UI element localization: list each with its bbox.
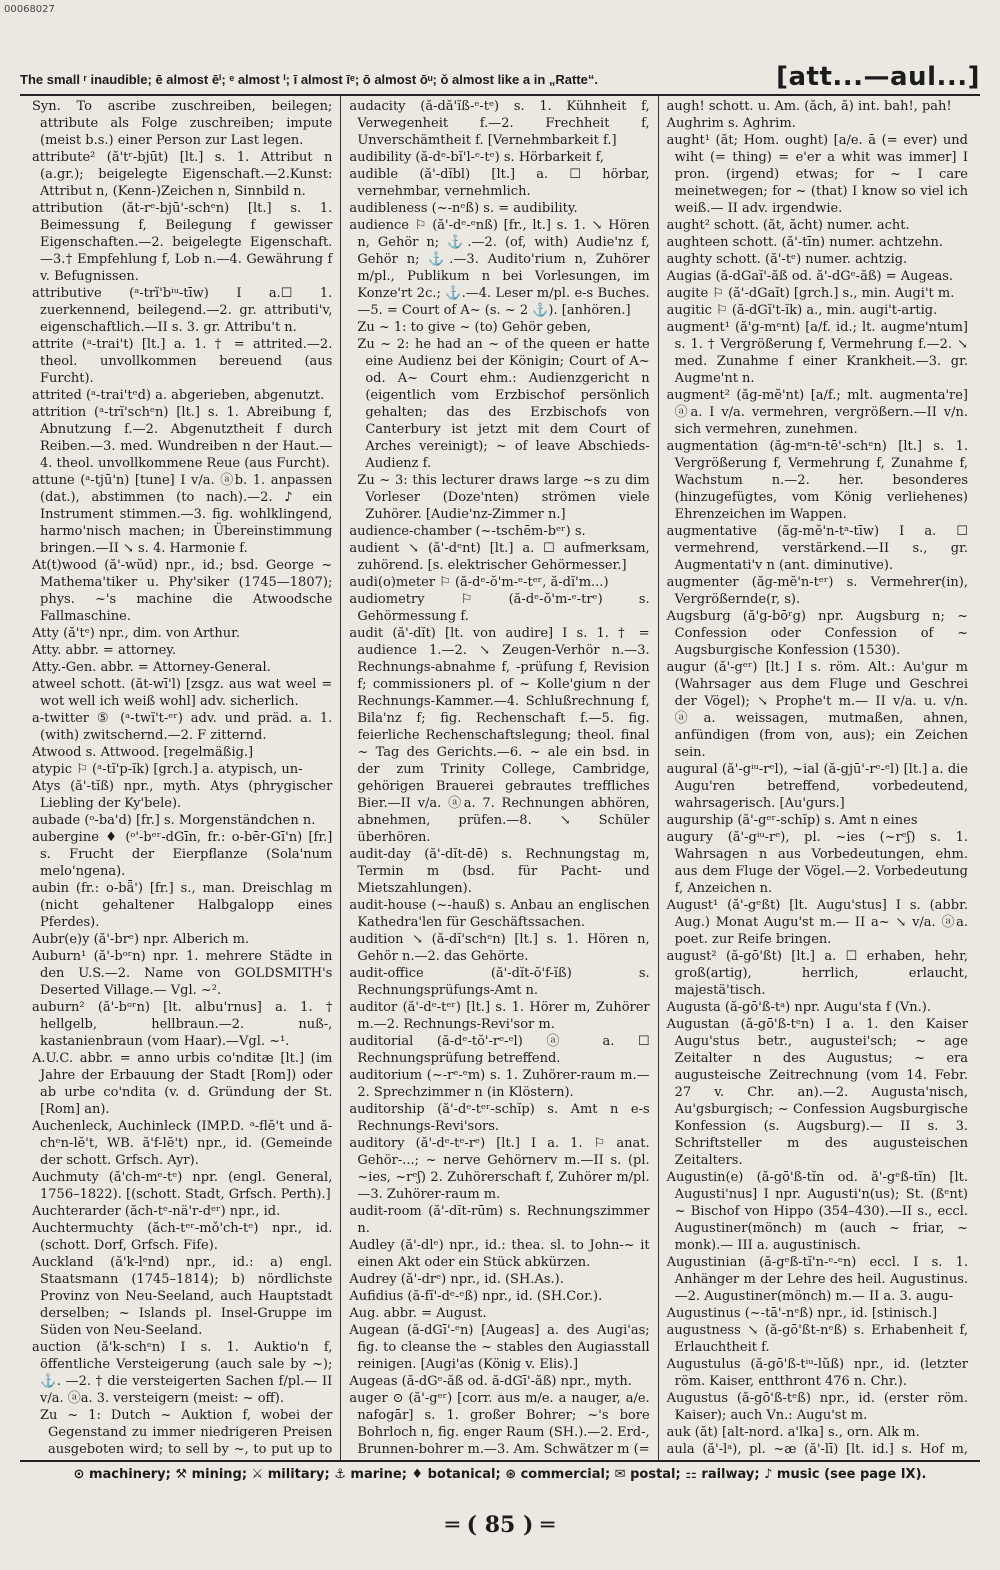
dictionary-entry: augite ⚐ (ă'-dGaĭt) [grch.] s., min. Augi't m.: [666, 286, 955, 301]
dictionary-entry: Auchenleck, Auchinleck (IMP.D. ᵃ-flĕ't und ă-chᵉn-lĕ't, WB. ă'f-lĕ't) npr., id. (Gemeinde der schott. Grfsch. Ayr).: [32, 1119, 333, 1168]
dictionary-entry: augur (ă'-gᵉʳ) [lt.] I s. röm. Alt.: Au'gur m (Wahrsager aus dem Fluge und Geschrei der Vögel); ↘ Prophe't m.— II v/a. u. v/n. ⓐa. weissagen, mutmaßen, ahnen, anfündigen (from von, aus); ein Zeichen sein.: [666, 660, 968, 760]
dictionary-entry: Atty.-Gen. abbr. = Attorney-General.: [32, 660, 271, 675]
dictionary-entry: Auchtermuchty (ăch-tᵉʳ-mǒ'ch-tᵉ) npr., id. (schott. Dorf, Grfsch. Fife).: [32, 1221, 333, 1253]
dictionary-entry: auger ⊙ (ă'-gᵉʳ) [corr. aus m/e. a nauger, a/e. nafogār] s. 1. großer Bohrer; ~'s bore Bohrloch n, fig. enger Raum (SH.).—2. Erd-, Brunnen-bohrer m.—3. Am. Schwätzer m (=: [349, 1391, 650, 1457]
dictionary-entry: Audrey (ă'-drᵉ) npr., id. (SH.As.).: [349, 1272, 564, 1287]
dictionary-entry: At(t)wood (ă'-wŭd) npr., id.; bsd. George ~ Mathema'tiker u. Phy'siker (1745—1807); phys. ~'s machine die Atwoodsche Fallmaschine.: [32, 558, 333, 624]
dictionary-entry: Zu ~ 2: he had an ~ of the queen er hatte eine Audienz bei der Königin; Court of A~ od. A~ Court ehm.: Audienzgericht n (eigentlich vom Erzbischof persönlich gehalten; das des Erzbischofs von Canterbury ist jetzt mit dem Court of Arches vereinigt); ~ of leave Abschieds-Audienz f.: [357, 337, 650, 471]
dictionary-entry: attributive (ᵃ-trĭ'bⁱᵘ-tīw) I a.☐ 1. zuerkennend, beilegend.—2. gr. attributi'v, eigenschaftlich.—II s. 3. gr. Attribu't n.: [32, 286, 333, 335]
dictionary-entry: auburn² (ă'-bᵒʳn) [lt. albu'rnus] a. 1. † hellgelb, hellbraun.—2. nuß-, kastanienbraun (vom Haar).—Vgl. ~¹.: [32, 1000, 333, 1049]
dictionary-entry: auditory (ă'-dᵉ-tᵉ-rᵉ) [lt.] I a. 1. ⚐ anat. Gehör-...; ~ nerve Gehörnerv m.—II s. (pl. ~ies, ~rᵉʃ) 2. Zuhörerschaft f, Zuhörer m/pl.—3. Zuhörer-raum m.: [349, 1136, 650, 1202]
dictionary-entry: aught² schott. (ăt, ăcht) numer. acht.: [666, 218, 910, 233]
dictionary-entry: audible (ă'-dĭbl) [lt.] a. ☐ hörbar, vernehmbar, vernehmlich.: [349, 167, 650, 199]
dictionary-entry: audibleness (~-nᵉß) s. = audibility.: [349, 201, 578, 216]
dictionary-entry: a-twitter ⑤ (ᵃ-twĭ't-ᵉʳ) adv. und präd. a. 1. (with) zwitschernd.—2. F zitternd.: [32, 711, 333, 743]
dictionary-entry: augment² (ăg-mĕ'nt) [a/f.; mlt. augmenta're] ⓐa. I v/a. vermehren, vergrößern.—II v/n. sich vermehren, zunehmen.: [666, 388, 968, 437]
dictionary-entry: August¹ (ă'-gᵉßt) [lt. Augu'stus] I s. (abbr. Aug.) Monat Augu'st m.— II a~ ↘ v/a. ⓐa. poet. zur Reife bringen.: [666, 898, 968, 947]
dictionary-entry: aught¹ (ăt; Hom. ought) [a/e. ā (= ever) und wiht (= thing) = e'er a whit was immer] I pron. (irgend) etwas; for ~ I care meinetwegen; for ~ (that) I know so viel ich weiß.— II adv. irgendwie.: [666, 133, 968, 216]
dictionary-entry: auditorial (ă-dᵉ-tŏ'-rᵉ-ᵉl) ⓐ a. ☐ Rechnungsprüfung betreffend.: [349, 1034, 650, 1066]
dictionary-entry: augury (ă'-gⁱᵘ-rᵉ), pl. ~ies (~rᵉʃ) s. 1. Wahrsagen n aus Vorbedeutungen, ehm. aus dem Fluge der Vögel.—2. Vorbedeutung f, Anzeichen n.: [666, 830, 968, 896]
dictionary-entry: Aughrim s. Aghrim.: [666, 116, 796, 131]
dictionary-entry: Aubr(e)y (ă'-brᵉ) npr. Alberich m.: [32, 932, 250, 947]
dictionary-entry: auditorship (ă'-dᵉ-tᵉʳ-schĭp) s. Amt n e-s Rechnungs-Revi'sors.: [349, 1102, 650, 1134]
dictionary-entry: Augias (ă-dGaĭ'-ăß od. ă'-dGᵉ-ăß) = Augeas.: [666, 269, 954, 284]
dictionary-entry: augh! schott. u. Am. (ăch, ă) int. bah!, pah!: [666, 99, 952, 114]
dictionary-entry: audit-house (~-hauß) s. Anbau an englischen Kathedra'len für Geschäftssachen.: [349, 898, 650, 930]
dictionary-entry: atweel schott. (ăt-wī'l) [zsgz. aus wat weel = wot well ich weiß wohl] adv. sicherlich.: [32, 677, 333, 709]
dictionary-entry: attune (ᵃ-tjū'n) [tune] I v/a. ⓐb. 1. anpassen (dat.), abstimmen (to nach).—2. ♪ ein Instrument stimmen.—3. fig. wohlklingend, harmo'nisch machen; in Übereinstimmung bringen.—II ↘ s. 4. Harmonie f.: [32, 473, 333, 556]
dictionary-entry: Auchterarder (ăch-tᵉ-nä'r-dᵉʳ) npr., id.: [32, 1204, 281, 1219]
dictionary-entry: auk (ăt) [alt-nord. a'lka] s., orn. Alk m.: [666, 1425, 920, 1440]
dictionary-entry: attribute² (ă'tʳ-bjūt) [lt.] s. 1. Attribut n (a.gr.); beigelegte Eigenschaft.—2.Kunst: Attribut n, (Kenn-)Zeichen n, Sinnbild n.: [32, 150, 333, 199]
dictionary-entry: aughty schott. (ă'-tᵉ) numer. achtzig.: [666, 252, 908, 267]
dictionary-entry: audit-day (ă'-dĭt-dē) s. Rechnungstag m, Termin m (bsd. für Pacht- und Mietszahlungen).: [349, 847, 650, 896]
dictionary-entry: augmentation (ăg-mᵉn-tē'-schᵉn) [lt.] s. 1. Vergrößerung f, Vermehrung f, Zunahme f, Wachstum n.—2. her. besonderes (hinzugefügtes, vom König verliehenes) Ehrenzeichen im Wappen.: [666, 439, 968, 522]
dictionary-entry: Augustulus (ă-gō'ß-tⁱᵘ-lŭß) npr., id. (letzter röm. Kaiser, entthront 476 n. Chr.).: [666, 1357, 968, 1389]
dictionary-entry: augitic ⚐ (ă-dGĭ't-ĭk) a., min. augi't-artig.: [666, 303, 938, 318]
dictionary-entry: auction (ă'k-schᵉn) I s. 1. Auktio'n f, öffentliche Versteigerung (auch sale by ~); ⚓. —2. † die versteigerten Sachen f/pl.— II v/a. ⓐa. 3. versteigern (meist: ~ off).: [32, 1340, 333, 1406]
dictionary-entry: aughteen schott. (ă'-tīn) numer. achtzehn.: [666, 235, 944, 250]
dictionary-entry: audit-room (ă'-dĭt-rūm) s. Rechnungszimmer n.: [349, 1204, 650, 1236]
dictionary-entry: aubergine ♦ (ᵒ'-bᵉʳ-dGīn, fr.: o-bēr-Gī'n) [fr.] s. Frucht der Eierpflanze (Sola'num melo'ngena).: [32, 830, 333, 879]
dictionary-entry: Augustus (ă-gō'ß-tᵉß) npr., id. (erster röm. Kaiser); auch Vn.: Augu'st m.: [666, 1391, 968, 1423]
dictionary-entry: audit (ă'-dĭt) [lt. von audire] I s. 1. † = audience 1.—2. ↘ Zeugen-Verhör n.—3. Rechnungs-abnahme f, -prüfung f, Revision f; commissioners pl. of ~ Kolle'gium n der Rechnungs-Kammer.—4. Schlußrechnung f, Bila'nz f; fig. Rechenschaft f.—5. fig. feierliche Rechenschaftslegung; theol. final ~ Tag des Gerichts.—6. ~ ale ein bsd. in der zum Trinity College, Cambridge, gehörigen Brauerei gebrautes treffliches Bier.—II v/a. ⓐa. 7. Rechnungen abhören, abnehmen, prüfen.—8. ↘ Schüler überhören.: [349, 626, 650, 845]
dictionary-entry: Augean (ă-dGī'-ᵉn) [Augeas] a. des Augi'as; fig. to cleanse the ~ stables den Augiasstall reinigen. [Augi'as (König v. Elis).]: [349, 1323, 650, 1372]
dictionary-entry: Augsburg (ă'g-bōʳg) npr. Augsburg n; ~ Confession oder Confession of ~ Augsburgische Konfession (1530).: [666, 609, 968, 658]
dictionary-entry: Atys (ă'-tĭß) npr., myth. Atys (phrygischer Liebling der Ky'bele).: [32, 779, 333, 811]
column-2: [341, 96, 658, 1460]
dictionary-entry: audience ⚐ (ă'-dᵉ-ᵉnß) [fr., lt.] s. 1. ↘ Hören n, Gehör n; ⚓.—2. (of, with) Audie'nz f, Gehör n; ⚓.—3. Audito'rium n, Zuhörer m/pl., Publikum n bei Vorlesungen, im Konze'rt 2c.; ⚓.—4. Leser m/pl. e-s Buches.—5. = Court of A~ (s. ~ 2 ⚓). [anhören.]: [349, 218, 650, 318]
dictionary-entry: Atty (ă'tᵉ) npr., dim. von Arthur.: [32, 626, 241, 641]
dictionary-entry: auditorium (~-rᵉ-ᵉm) s. 1. Zuhörer-raum m.—2. Sprechzimmer n (in Klöstern).: [349, 1068, 650, 1100]
dictionary-entry: Auburn¹ (ă'-bᵒʳn) npr. 1. mehrere Städte in den U.S.—2. Name von GOLDSMITH's Deserted Village.— Vgl. ~².: [32, 949, 333, 998]
dictionary-entry: auditor (ă'-dᵉ-tᵉʳ) [lt.] s. 1. Hörer m, Zuhörer m.—2. Rechnungs-Revi'sor m.: [349, 1000, 650, 1032]
dictionary-entry: augment¹ (ă'g-mᵉnt) [a/f. id.; lt. augme'ntum] s. 1. † Vergrößerung f, Vermehrung f.—2. ↘ med. Zunahme f einer Krankheit.—3. gr. Augme'nt n.: [666, 320, 968, 386]
symbol-legend: ⊙ machinery; ⚒ mining; ⚔ military; ⚓ marine; ♦ botanical; ⊛ commercial; ✉ postal; ⚏ railway; ♪ music (see page IX).: [73, 1467, 927, 1482]
dictionary-entry: Atwood s. Attwood. [regelmäßig.]: [32, 745, 254, 760]
dictionary-entry: Augustinus (~-tā'-nᵉß) npr., id. [stinisch.]: [666, 1306, 938, 1321]
dictionary-entry: augmenter (ăg-mĕ'n-tᵉʳ) s. Vermehrer(in), Vergrößernde(r, s).: [666, 575, 968, 607]
dictionary-entry: audition ↘ (ă-dĭ'schᵉn) [lt.] s. 1. Hören n, Gehör n.—2. das Gehörte.: [349, 932, 650, 964]
dictionary-entry: aubin (fr.: o-bǟ') [fr.] s., man. Dreischlag m (nicht gehaltener Halbgalopp eines Pferdes).: [32, 881, 333, 930]
dictionary-entry: A.U.C. abbr. = anno urbis co'nditæ [lt.] (im Jahre der Erbauung der Stadt [Rom]) oder ab urbe co'ndita (v. d. Gründung der St. [Rom] an).: [32, 1051, 333, 1117]
dictionary-entry: Augustin(e) (ă-gō'ß-tĭn od. ă'-gᵉß-tĭn) [lt. Augusti'nus] I npr. Augusti'n(us); St. (ßᵉnt) ~ Bischof von Hippo (354–430).—II s., eccl. Augustiner(mönch) m (auch ~ friar, ~ monk).— III a. augustinisch.: [666, 1170, 968, 1253]
dictionary-entry: aubade (ᵒ-ba'd) [fr.] s. Morgenständchen n.: [32, 813, 316, 828]
dictionary-entry: Syn. To ascribe zuschreiben, beilegen; attribute als Folge zuschreiben; impute (meist b.s.) einer Person zur Last legen.: [32, 99, 333, 148]
dictionary-entry: attrition (ᵃ-trĭ'schᵉn) [lt.] s. 1. Abreibung f, Abnutzung f.—2. Abgenutztheit f durch Reiben.—3. med. Wundreiben n der Haut.—4. theol. unvollkommene Reue (aus Furcht).: [32, 405, 333, 471]
page-header: [20, 52, 980, 96]
footer-rule: [20, 1460, 980, 1462]
dictionary-entry: atypic ⚐ (ᵃ-tĭ'p-ĭk) [grch.] a. atypisch, un-: [32, 762, 303, 777]
dictionary-entry: attribution (ăt-rᵉ-bjū'-schᵉn) [lt.] s. 1. Beimessung f, Beilegung f gewisser Eigenschaften.—2. beigelegte Eigenschaft.—3.† Empfehlung f, Lob n.—4. Gewährung f v. Befugnissen.: [32, 201, 333, 284]
dictionary-entry: audacity (ă-dă'ĭß-ᵉ-tᵉ) s. 1. Kühnheit f, Verwegenheit f.—2. Frechheit f, Unverschämtheit f. [Vernehmbarkeit f.]: [349, 99, 650, 148]
page-id: 00068027: [4, 4, 55, 15]
dictionary-entry: audient ↘ (ă'-dᵉnt) [lt.] a. ☐ aufmerksam, zuhörend. [s. elektrischer Gehörmesser.]: [349, 541, 650, 573]
dictionary-entry: augural (ă'-gⁱᵘ-rᵉl), ~ial (ă-gjū'-rᵉ-ᵉl) [lt.] a. die Augu'ren betreffend, vorbedeutend, wahrsagerisch. [Au'gurs.]: [666, 762, 968, 811]
dictionary-entry: augurship (ă'-gᵉʳ-schĭp) s. Amt n eines: [666, 813, 918, 828]
entry-range: [att...—aul...]: [776, 62, 980, 92]
dictionary-entry: attrite (ᵃ-trai't) [lt.] a. 1. † = attrited.—2. theol. unvollkommen bereuend (aus Furcht).: [32, 337, 333, 386]
column-1: [24, 96, 341, 1460]
dictionary-entry: Auchmuty (ă'ch-mᵉ-tᵉ) npr. (engl. General, 1756–1822). [(schott. Stadt, Grfsch. Perth).]: [32, 1170, 333, 1202]
dictionary-entry: augustness ↘ (ă-gō'ßt-nᵉß) s. Erhabenheit f, Erlauchtheit f.: [666, 1323, 968, 1355]
dictionary-entry: Aufidius (ă-fĭ'-dᵉ-ᵉß) npr., id. (SH.Cor.).: [349, 1289, 603, 1304]
dictionary-columns: [24, 96, 976, 1460]
dictionary-entry: aula (ă'-lᵃ), pl. ~æ (ă'-lī) [lt. id.] s. Hof m,: [666, 1442, 968, 1457]
dictionary-entry: Augustinian (ă-gᵉß-tĭ'n-ᵉ-ᵉn) eccl. I s. 1. Anhänger m der Lehre des heil. Augustinus.—2. Augustiner(mönch) m.— II a. 3. augu-: [666, 1255, 968, 1304]
dictionary-entry: audi(o)meter ⚐ (ă-dᵉ-ŏ'm-ᵉ-tᵉʳ, ă-dĭ'm...): [349, 575, 609, 590]
page-number: ═ ( 85 ) ═: [445, 1512, 555, 1538]
dictionary-entry: Zu ~ 3: this lecturer draws large ~s zu dim Vorleser (Doze'nten) strömen viele Zuhörer. [Audie'nz-Zimmer n.]: [357, 473, 650, 522]
dictionary-entry: Augusta (ă-gō'ß-tᵃ) npr. Augu'sta f (Vn.).: [666, 1000, 932, 1015]
pronunciation-note: The small ʳ inaudible; ē almost ēⁱ; ᵉ almost ⁱ; ī almost īᵉ; ō almost ōᵘ; ǒ almost like a in „Ratte“.: [20, 72, 598, 87]
dictionary-entry: audibility (ă-dᵉ-bĭ'l-ᵉ-tᵉ) s. Hörbarkeit f,: [349, 150, 605, 165]
dictionary-entry: Audley (ă'-dlᵉ) npr., id.: thea. sl. to John-~ it einen Akt oder ein Stück abkürzen.: [349, 1238, 650, 1270]
dictionary-entry: attrited (ᵃ-trai'tᵉd) a. abgerieben, abgenutzt.: [32, 388, 325, 403]
dictionary-entry: Augeas (ă-dGᵉ-ăß od. ă-dGī'-ăß) npr., myth.: [349, 1374, 632, 1389]
dictionary-entry: Zu ~ 1: to give ~ (to) Gehör geben,: [357, 320, 592, 335]
dictionary-entry: august² (ă-gō'ßt) [lt.] a. ☐ erhaben, hehr, groß(artig), herrlich, erlaucht, majestä'tisch.: [666, 949, 968, 998]
dictionary-entry: Atty. abbr. = attorney.: [32, 643, 177, 658]
dictionary-entry: audiometry ⚐ (ă-dᵉ-ŏ'm-ᵉ-trᵉ) s. Gehörmessung f.: [349, 592, 650, 624]
column-3: [659, 96, 976, 1460]
dictionary-entry: audit-office (ă'-dĭt-ŏ'f-ĭß) s. Rechnungsprüfungs-Amt n.: [349, 966, 650, 998]
dictionary-entry: Auckland (ă'k-lᵉnd) npr., id.: a) engl. Staatsmann (1745–1814); b) nördlichste Provinz von Neu-Seeland, auch Hauptstadt derselben; ~ Islands pl. Insel-Gruppe im Süden von Neu-Seeland.: [32, 1255, 333, 1338]
dictionary-entry: Aug. abbr. = August.: [349, 1306, 487, 1321]
dictionary-entry: augmentative (ăg-mĕ'n-tᵃ-tīw) I a. ☐ vermehrend, verstärkend.—II s., gr. Augmentati'v n (ant. diminutive).: [666, 524, 968, 573]
dictionary-entry: audience-chamber (~-tschēm-bᵉʳ) s.: [349, 524, 586, 539]
dictionary-entry: Augustan (ă-gō'ß-tᵉn) I a. 1. den Kaiser Augu'stus betr., augustei'sch; ~ age Zeitalter n des Augustus; ~ era augusteische Zeitrechnung (vom 14. Febr. 27 v. Chr. an).—2. Augusta'nisch, Au'gsburgisch; ~ Confession Augsburgische Konfession (s. Augsburg).— II s. 3. Schriftsteller m des augusteischen Zeitalters.: [666, 1017, 968, 1168]
dictionary-entry: Zu ~ 1: Dutch ~ Auktion f, wobei der Gegenstand zu immer niedrigeren Preisen ausgeboten wird; to sell by ~, to put up to: [40, 1408, 333, 1457]
